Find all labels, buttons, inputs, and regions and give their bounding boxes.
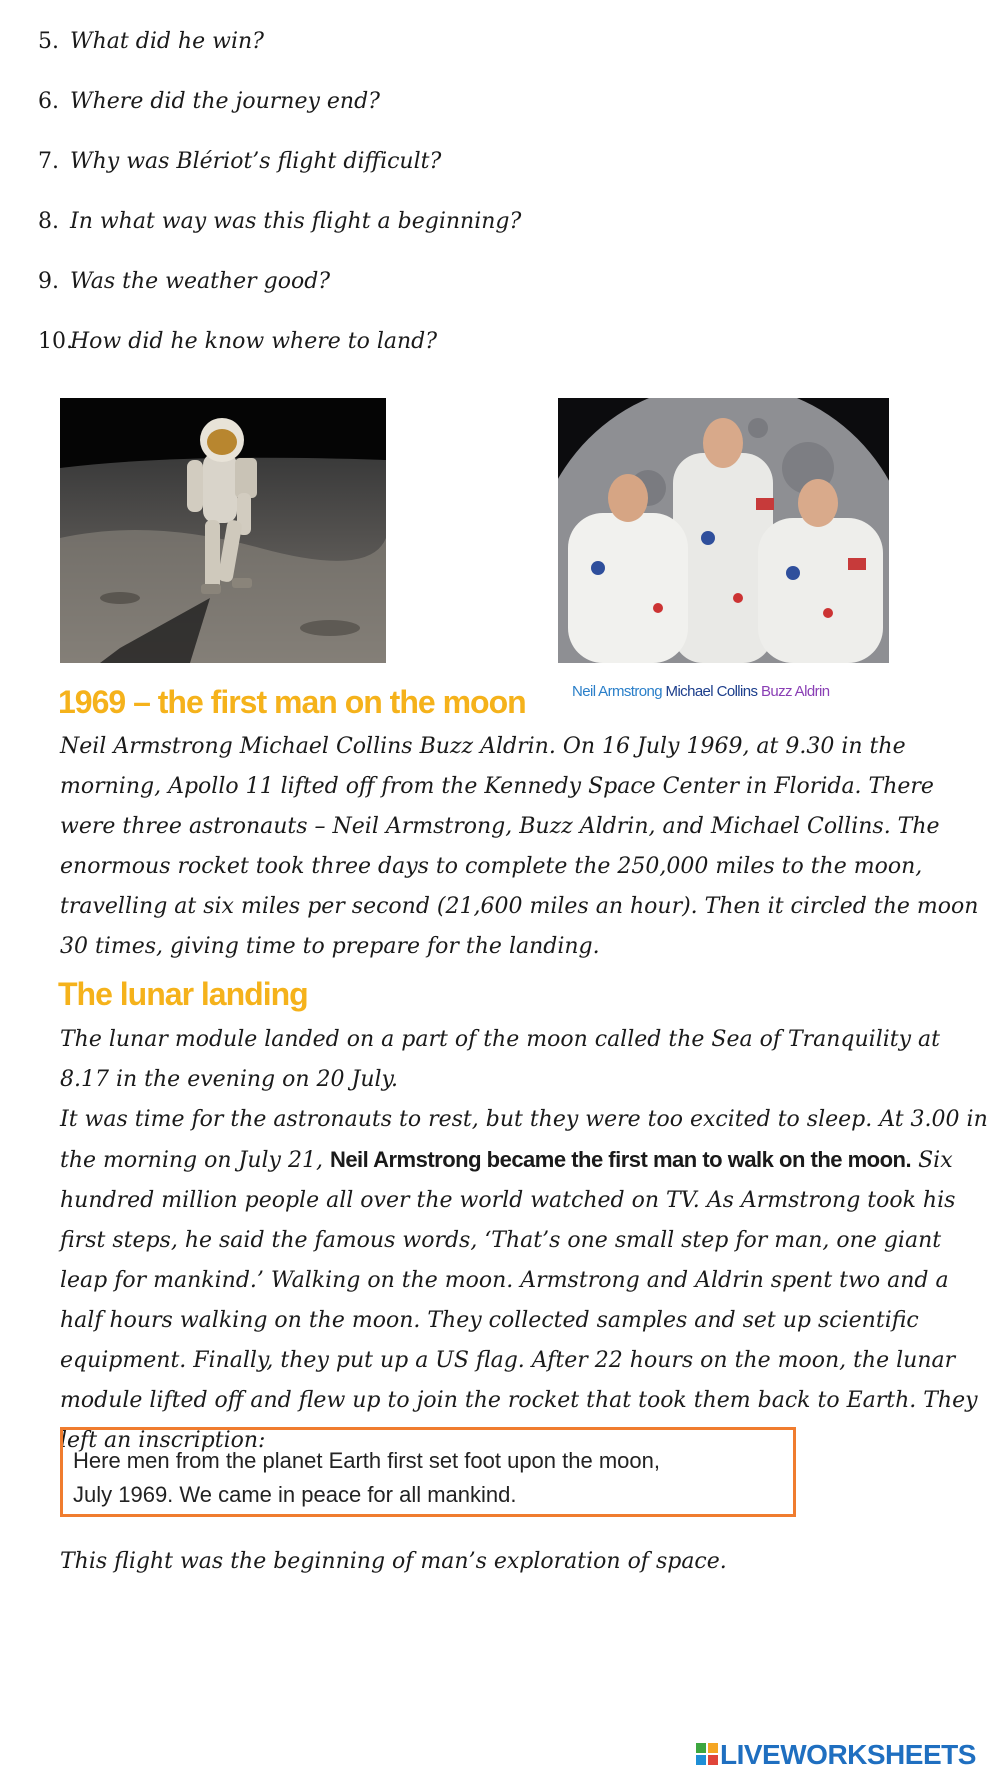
brand-name: LIVEWORKSHEETS (720, 1739, 976, 1770)
question-number: 10. (38, 329, 73, 354)
paragraph-text: Neil Armstrong Michael Collins Buzz Aldrin. On 16 July 1969, at 9.30 in the morning, Apollo 11 lifted off from the Kennedy Space Center in Florida. There were three astronauts – Neil Armstrong, Buzz Aldrin, and Michael Collins. The enormous rocket took three days to complete the 250,000 miles to the moon, travelling at six miles per second (21,600 miles an hour). Then it circled the moon 30 times, giving time to prepare for the landing. (60, 734, 979, 959)
question-number: 8. (38, 209, 59, 234)
question-text: Where did the journey end? (70, 89, 380, 114)
caption-aldrin: Buzz Aldrin (761, 683, 830, 700)
question-text: In what way was this flight a beginning? (70, 209, 522, 234)
question-10 (38, 327, 437, 357)
inscription-line-1: Here men from the planet Earth first set foot upon the moon, (73, 1448, 660, 1473)
question-number: 7. (38, 149, 59, 174)
paragraph-start: It was time for the astronauts to rest, but they were too excited to sleep. At 3.00 in the morning on July 21, (60, 1107, 988, 1173)
highlighted-sentence: Neil Armstrong became the first man to walk on the moon. (329, 1147, 912, 1172)
apollo-11-crew-photo (558, 398, 889, 663)
inscription-box (60, 1427, 796, 1517)
brand-logo (696, 1739, 976, 1771)
section-heading-lunar-landing: The lunar landing (58, 976, 308, 1012)
question-7 (38, 147, 441, 177)
caption-armstrong: Neil Armstrong (572, 683, 662, 700)
paragraph-text: The lunar module landed on a part of the moon called the Sea of Tranquility at 8.17 in the evening on 20 July. (60, 1027, 941, 1092)
question-text: What did he win? (70, 29, 264, 54)
question-text: Was the weather good? (70, 269, 331, 294)
paragraph-text: This flight was the beginning of man’s exploration of space. (60, 1549, 727, 1574)
photo-caption (572, 683, 829, 700)
question-text: Why was Blériot’s flight difficult? (70, 149, 442, 174)
question-9 (38, 267, 330, 297)
closing-line (60, 1542, 990, 1582)
question-8 (38, 207, 521, 237)
question-number: 5. (38, 29, 59, 54)
question-6 (38, 87, 380, 117)
liveworksheets-logo-icon (696, 1743, 720, 1767)
paragraph-end: Six hundred million people all over the world watched on TV. As Armstrong took his first steps, he said the famous words, ‘That’s one small step for man, one giant leap for mankind.’ Walking on the moon. Armstrong and Aldrin spent two and a half hours walking on the moon. They collected samples and set up scientific equipment. Finally, they put up a US flag. After 22 hours on the moon, the lunar module lifted off and flew up to join the rocket that took them back to Earth. They left an inscription: (60, 1148, 978, 1453)
caption-collins: Michael Collins (665, 683, 758, 700)
section-heading-first-man: 1969 – the first man on the moon (58, 684, 526, 720)
question-5 (38, 27, 264, 57)
question-number: 9. (38, 269, 59, 294)
section-1-paragraph (60, 727, 990, 967)
astronaut-on-moon-photo (60, 398, 386, 663)
inscription-line-2: July 1969. We came in peace for all mankind. (73, 1482, 517, 1507)
paragraph-text (60, 1100, 990, 1461)
question-text: How did he know where to land? (70, 329, 438, 354)
section-2-text (60, 1020, 990, 1461)
question-number: 6. (38, 89, 59, 114)
